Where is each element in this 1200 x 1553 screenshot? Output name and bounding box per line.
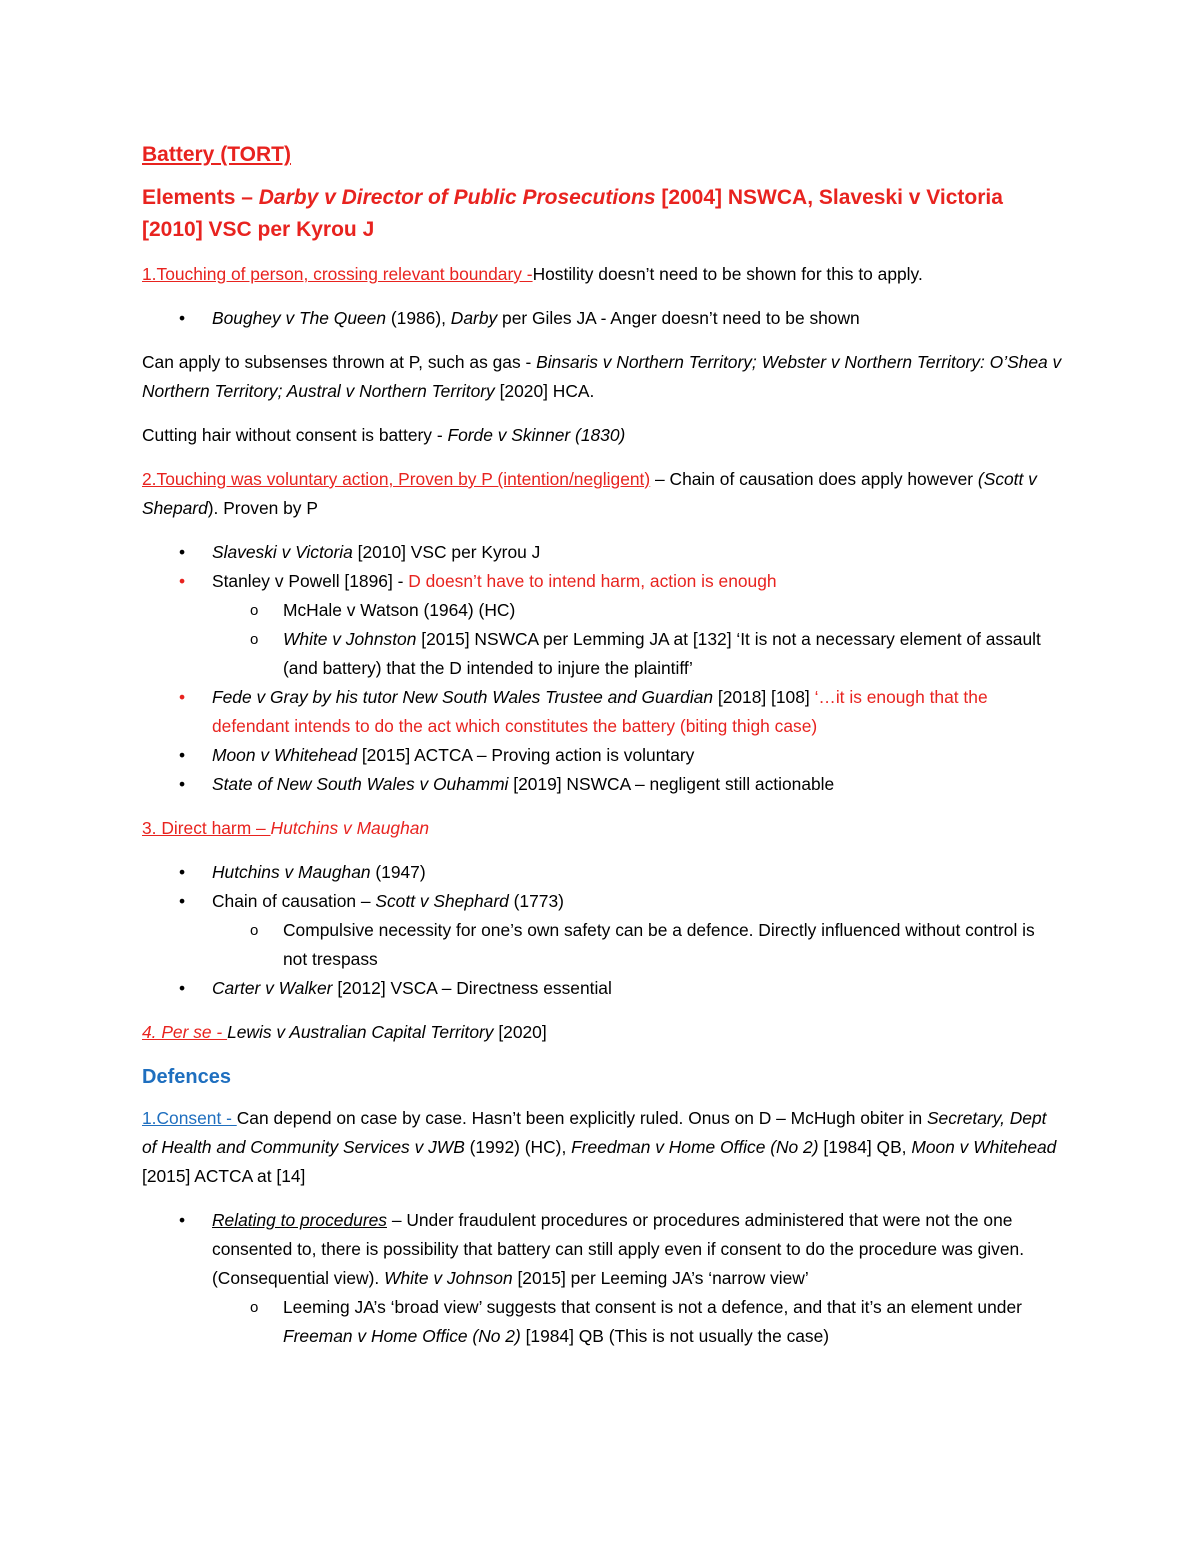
element-1-heading: 1.Touching of person, crossing relevant boundary -	[142, 264, 533, 284]
list-item: • State of New South Wales v Ouhammi [2019] NSWCA – negligent still actionable	[142, 770, 1062, 799]
consent-list	[142, 1206, 1062, 1351]
list-item: • Boughey v The Queen (1986), Darby per Giles JA - Anger doesn’t need to be shown	[142, 304, 1062, 333]
bullet-icon: •	[178, 745, 186, 765]
sub-list-item: o McHale v Watson (1964) (HC)	[212, 596, 1062, 625]
circle-bullet-icon: o	[250, 1299, 259, 1316]
element-2-list	[142, 538, 1062, 799]
subsenses-paragraph: Can apply to subsenses thrown at P, such as gas - Binsaris v Northern Territory; Webster v Northern Territory: O’Shea v Northern Territory; Austral v Northern Territory [2020] HCA.	[142, 352, 1062, 401]
list-item: • Chain of causation – Scott v Shephard (1773) o Compulsive necessity for one’s own safety can be a defence. Directly influenced without control is not trespass	[142, 887, 1062, 974]
element-2-heading: 2.Touching was voluntary action, Proven by P (intention/negligent)	[142, 469, 651, 489]
circle-bullet-icon: o	[250, 631, 259, 648]
circle-bullet-icon: o	[250, 922, 259, 939]
element-2-paragraph: 2.Touching was voluntary action, Proven by P (intention/negligent) – Chain of causation does apply however (Scott v Shepard). Proven by P	[142, 469, 1037, 518]
consent-paragraph: 1.Consent - Can depend on case by case. Hasn’t been explicitly ruled. Onus on D – McHugh obiter in Secretary, Dept of Health and Community Services v JWB (1992) (HC), Freedman v Home Office (No 2) [1984] QB, Moon v Whitehead [2015] ACTCA at [14]	[142, 1108, 1057, 1186]
elements-prefix: Elements –	[142, 186, 259, 209]
elements-heading	[142, 182, 1062, 246]
bullet-icon: •	[178, 891, 186, 911]
bullet-icon: •	[178, 1210, 186, 1230]
element-3-paragraph: 3. Direct harm – Hutchins v Maughan	[142, 818, 430, 838]
bullet-icon: •	[178, 542, 186, 562]
element-3-list	[142, 858, 1062, 1003]
list-item: • Carter v Walker [2012] VSCA – Directness essential	[142, 974, 1062, 1003]
bullet-icon: •	[178, 978, 186, 998]
sub-list-item: o Compulsive necessity for one’s own safety can be a defence. Directly influenced without control is not trespass	[212, 916, 1062, 974]
bullet-icon: •	[178, 687, 186, 707]
element-1-paragraph	[142, 260, 1062, 289]
sub-list-item: o White v Johnston [2015] NSWCA per Lemming JA at [132] ‘It is not a necessary element of assault (and battery) that the D intended to injure the plaintiff’	[212, 625, 1062, 683]
element-4-paragraph: 4. Per se - Lewis v Australian Capital Territory [2020]	[142, 1022, 547, 1042]
consent-heading: 1.Consent -	[142, 1108, 237, 1128]
list-item: • Fede v Gray by his tutor New South Wales Trustee and Guardian [2018] [108] ‘…it is enough that the defendant intends to do the act which constitutes the battery (biting thigh case)	[142, 683, 1062, 741]
element-1-text: Hostility doesn’t need to be shown for this to apply.	[532, 264, 923, 284]
document-page	[142, 140, 1062, 1366]
list-item: • Hutchins v Maughan (1947)	[142, 858, 1062, 887]
sub-list	[212, 1293, 1062, 1351]
elements-rest: [2004] NSWCA, Slaveski v Victoria [2010] VSC per Kyrou J	[142, 186, 1003, 241]
sub-list	[212, 596, 1062, 683]
list-item: • Slaveski v Victoria [2010] VSC per Kyrou J	[142, 538, 1062, 567]
bullet-icon: •	[178, 308, 186, 328]
bullet-icon: •	[178, 862, 186, 882]
list-item: • Moon v Whitehead [2015] ACTCA – Proving action is voluntary	[142, 741, 1062, 770]
document-title: Battery (TORT)	[142, 143, 291, 166]
sub-list	[212, 916, 1062, 974]
bullet-icon: •	[178, 774, 186, 794]
sub-list-item: o Leeming JA’s ‘broad view’ suggests that consent is not a defence, and that it’s an element under Freeman v Home Office (No 2) [1984] QB (This is not usually the case)	[212, 1293, 1062, 1351]
element-1-list	[142, 304, 1062, 333]
defences-heading: Defences	[142, 1066, 231, 1088]
element-4-heading: 4. Per se -	[142, 1022, 228, 1042]
bullet-icon: •	[178, 571, 186, 591]
circle-bullet-icon: o	[250, 602, 259, 619]
elements-case-darby: Darby v Director of Public Prosecutions	[258, 186, 656, 209]
list-item: • Stanley v Powell [1896] - D doesn’t have to intend harm, action is enough o McHale v Watson (1964) (HC) o White v Johnston [2015] NSWCA per Lemming JA at [132] ‘It is not a necessary element of assault (and battery) that the D intended to injure the plaintiff’	[142, 567, 1062, 683]
element-3-heading: 3. Direct harm –	[142, 818, 271, 838]
list-item: • Relating to procedures – Under fraudulent procedures or procedures administered that were not the one consented to, there is possibility that battery can still apply even if consent to do the procedure was given. (Consequential view). White v Johnson [2015] per Leeming JA’s ‘narrow view’ o Leeming JA’s ‘broad view’ suggests that consent is not a defence, and that it’s an element under Freeman v Home Office (No 2) [1984] QB (This is not usually the case)	[142, 1206, 1062, 1351]
cutting-hair-paragraph: Cutting hair without consent is battery - Forde v Skinner (1830)	[142, 425, 626, 445]
